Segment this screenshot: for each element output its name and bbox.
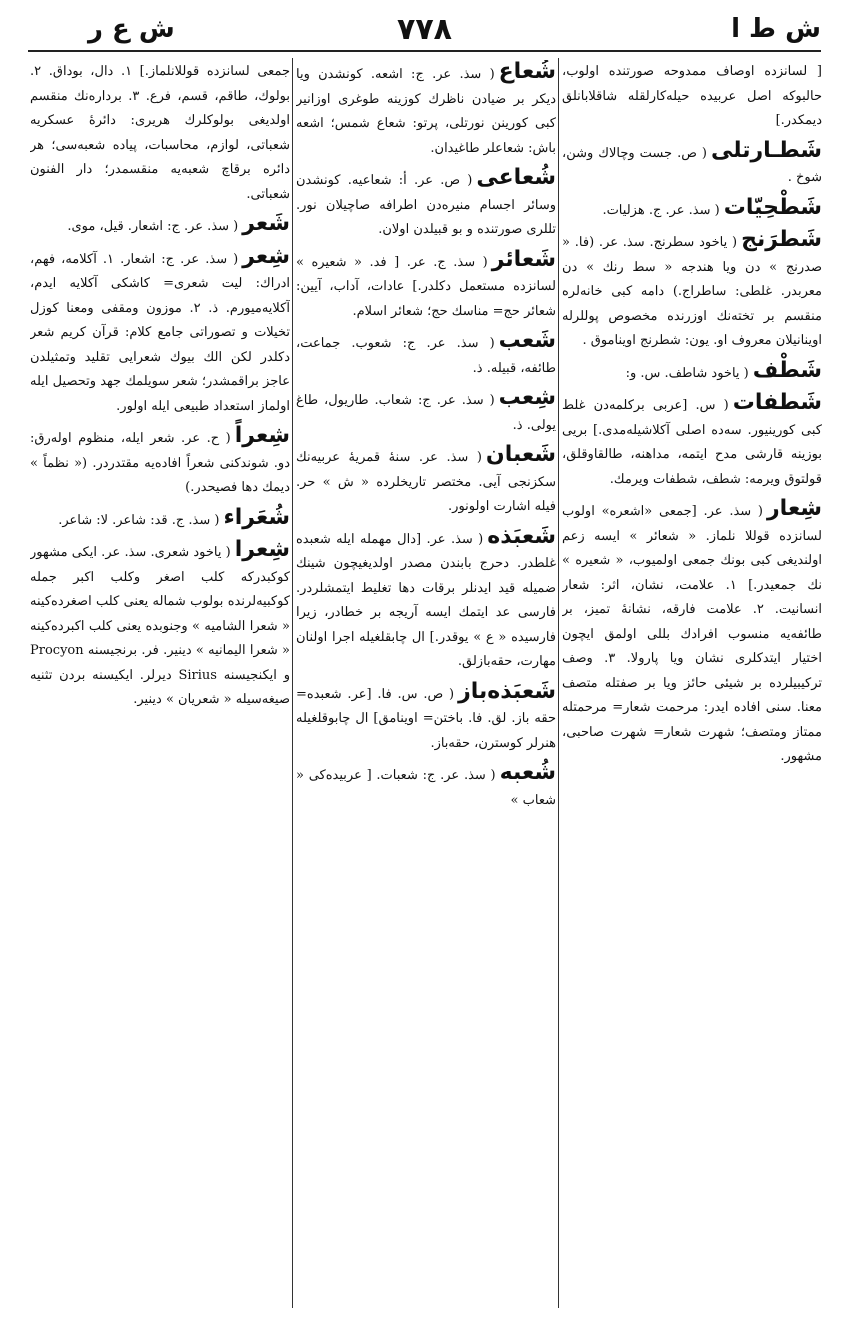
headword: شَعبَذه‌باز [458,678,556,704]
headword: شِعار [767,496,822,521]
headword: شَعبَذه [487,523,556,549]
headword: شُعاع [498,60,556,84]
dictionary-entry [296,525,556,675]
definition: [ لسانزده اوصاف ممدوحه صورتنده اولوب، حالبوكه اصل عربيده حيله‌كارلقله شاقلابانلق ديمكدر.] [562,64,822,128]
headword: شُعبه [499,760,556,785]
definition: ( سذ. عر. ج: اشعار. ١. آكلامه، فهم، ادراك: ليت شعرى= كاشكى آكلايه ايدم، آكلايه‌ميورم. ذ. ٢. موزون ومقفى ومعنا كوزل تخيلات و تصوراتى جامع كلام: قرآن كريم شعر دكلدر لكن الك بيوك شعرايى تقليد وتمثيلدن عاجز براقمشدر؛ شعر سويلمك جهد وتحصيل ايله اولماز استعداد طبيعى ايله اولور. [30,251,290,414]
definition: ( ياخود شاطف. س. و: [625,365,749,381]
definition: ( سذ. عر. ج: اشعار. قيل، موى. [67,219,239,234]
headword: شَطـارتلى [710,137,822,163]
dictionary-entry [296,680,556,757]
definition: ( سذ. ج. قد: شاعر. لا: شاعر. [58,512,220,528]
definition: ( ص. جست وچالاك وشن، شوخ . [562,145,822,185]
dictionary-entry [562,196,822,224]
headword: شَعب [498,328,556,353]
dictionary-entry [562,60,822,134]
headword: شَطفات [732,390,822,415]
dictionary-entry [30,60,290,207]
dictionary-entry [562,139,822,191]
column-left [30,60,290,1310]
headword: شُعاعى [476,165,556,190]
definition: ( سذ. عر. ج: شعاب. طاريول، طاغ يولى. ذ. [296,393,556,433]
header-right-letters: ش ط ا [731,14,821,44]
definition: ( سذ. عر. [جمعى «اشعره» اولوب لسانزده قوللا نلماز. « شعائر » ايسه زعم اولنديغى كبى بونك جمعى اولميوب، « شعيره » نك جمعيدر.] ١. علامت، نشان، اثر: شعار انسانيت. ٢. علامت فارقه، نشانهٔ تميز، بر طائفه‌يه منسوب افرادك بللى اولمق ايچون اختيار ايتدكلرى نشان ويا پارولا. ٣. وصف تركيبيلرده بر شيئى حائز ويا بر صفتله متصف معنا. سنى افاده ايدر: مرحمت شعار= مرحمتله ممتاز ومتصف؛ شهرت شعار= شهرت صاحبى، مشهور. [562,504,822,764]
dictionary-entry [30,538,290,713]
dictionary-entry [562,391,822,492]
dictionary-entry [296,443,556,520]
headword: شَطرَنج [741,227,822,252]
definition: ( ياخود شعرى. سذ. عر. ايكى مشهور كوكبدركه كلب اصغر وكلب اكبر جمله كوكبيه‌لرنده بولوب شماله يعنى كلب اصغرده‌كينه « شعرا الشاميه » وجنوبده يعنى كلب اكبرده‌كينه « شعرا اليمانيه » دينير. فر. برنجيسنه Procyon و ايكنجيسنه Sirius ديرلر. ايكيسنه بردن تثنيه صيغه‌سيله « شعريان » دينير. [30,545,290,707]
header-left-letters: ش ع ر [88,14,175,44]
definition: ( سذ. عر. ج: اشعه. كونشدن ويا ديكر بر ضيادن ناظرك كوزينه طوغرى اوزانير كبى كورينن نورتلى، پرتو: شعاع شمس؛ اشعه باش: شعاعلر طاغيدان. [296,67,556,156]
column-middle [296,60,556,1310]
headword: شَطْف [752,357,822,383]
dictionary-entry [296,386,556,438]
dictionary-entry [562,359,822,387]
headword: شِعرا [234,537,290,562]
definition: ( سذ. ج. عر. [ فد. « شعيره » لسانزده مستعمل دكلدر.] عادات، آداب، آيين: شعائر حج= مناسك حج؛ شعائر اسلام. [296,254,556,319]
column-divider [292,58,293,1308]
definition: ( سذ. عر. ج: شعبات. [ عربيده‌كى « شعاب » [296,768,556,808]
definition: ( ص. عر. أ: شعاعيه. كونشدن وسائر اجسام منيره‌دن اطرافه صاچيلان نور. تللرى صورتنده و بو قبيلدن اولان. [296,173,556,237]
definition: ( ص. س. فا. [عر. شعبده= حقه باز. لق. فا. باختن= اوينامق] ال چابوقلغيله هنرلر كوسترن، حقه‌باز. [296,686,556,751]
dictionary-entry [562,228,822,354]
definition: ( سذ. عر. [دال مهمله ايله شعبده غلطدر. دحرج بابندن مصدر اولديغيچون شينك ضميله قيد ايدنلر برقات دها تغليط ايتمشلردر. فارسى عد ايتمك ايسه آريجه بر خطادر، زيرا فارسيده « ع » يوقدر.] ال چابقلغيله اجرا اولنان مهارت، حقه‌بازلق. [296,531,556,669]
headword: شَعبان [485,442,556,467]
dictionary-entry [296,60,556,161]
column-right [562,60,822,1310]
definition: جمعى لسانزده قوللانلماز.] ١. دال، بوداق. ٢. بولوك، طاقم، قسم، فرع. ٣. برداره‌نك منقسم اولديغى بولوكلرك هريرى: دائرهٔ عسكريه شعباتى، لوازم، محاسبات، پياده شعبه‌سى؛ هر دائره برقاچ شعبه‌يه منقسمدر؛ دار الفنون شعباتى. [30,64,290,202]
headword: شِعراً [234,423,290,448]
headword: شَعائر [491,246,556,272]
dictionary-entry [296,329,556,381]
page-header [28,10,821,52]
definition: ( ياخود سطرنج. سذ. عر. (فا. « صدرنج » دن ويا هندجه « سط رنك » دن معربدر. غلطى: ساطراج.) دامه كبى خانه‌لره منقسم بر تخته‌نك اوزرنده مخصوص پوللرله اوينانيلان معروف او. يون: شطرنج اويناموق . [562,235,822,348]
page-number: ٧٧٨ [397,12,452,47]
dictionary-entry [30,212,290,240]
column-divider [558,58,559,1308]
headword: شَطْحِيّات [723,194,822,220]
headword: شِعر [242,243,290,269]
dictionary-entry [296,248,556,325]
dictionary-entry [562,497,822,770]
dictionary-entry [296,761,556,813]
definition: ( سذ. عر. ج. هزليات. [602,202,720,218]
headword: شَعر [242,211,290,236]
dictionary-entry [30,506,290,534]
dictionary-entry [30,424,290,501]
definition: ( سذ. عر. سنهٔ قمريهٔ عربيه‌نك سكزنجى آيى. مختصر تاريخلرده « ش » حر. فيله اشارت اولونور. [296,450,556,514]
dictionary-entry [296,166,556,243]
definition: ( سذ. عر. ج: شعوب. جماعت، طائفه، قبيله. ذ. [296,336,556,376]
headword: شُعَراء [223,504,290,530]
definition: ( ح. عر. شعر ايله، منظوم اوله‌رق: دو. شوندكنى شعراً افاده‌يه مقتدردر. (« نظماً » ديمك دها فصيحدر.) [30,431,290,495]
headword: شِعب [498,385,556,410]
definition: ( س. [عربى بركلمه‌دن غلط كبى كورينيور. سه‌ده اصلى آكلاشيله‌مدى.] بريى بوزينه قارشى مدح ايتمه، مداهنه، طالقاوقلق، قولتوق ويرمه: شطف، شطفات ويرمك. [562,398,822,487]
dictionary-entry [30,245,290,420]
